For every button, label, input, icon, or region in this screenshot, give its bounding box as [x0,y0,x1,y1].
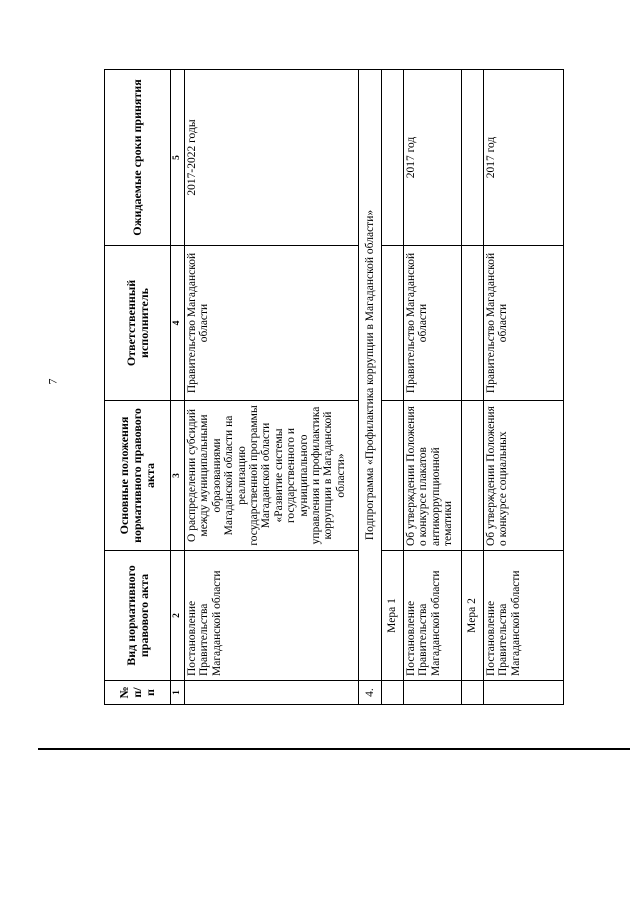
act-content: О распределении субсидий между муниципальными образованиями Магаданской области на реализацию государственной программы Магаданской области «Развитие системы государственного и муниципального управления и профилактика коррупции в Магаданской области» [185,401,359,551]
legal-acts-table [104,69,564,705]
empty-cell [382,681,404,705]
header-number: № п/п [105,681,171,705]
empty-cell [462,70,484,246]
act-type: Постановление Правительства Магаданской области [484,551,564,681]
deadline: 2017 год [484,70,564,246]
measure-row [382,70,404,705]
measure-label: Мера 2 [462,551,484,681]
empty-cell [382,246,404,401]
subprogram-title: Подпрограмма «Профилактика коррупции в Магаданской области» [359,70,382,681]
header-executor: Ответственный исполнитель [105,246,171,401]
column-number: 5 [171,70,185,246]
empty-cell [382,401,404,551]
subprogram-number: 4. [359,681,382,705]
empty-cell [462,681,484,705]
table-header-row [105,70,171,705]
empty-cell [484,681,564,705]
empty-cell [404,681,462,705]
deadline: 2017 год [404,70,462,246]
empty-cell [462,246,484,401]
column-number: 1 [171,681,185,705]
column-numbers-row [171,70,185,705]
executor: Правительство Магаданской области [185,246,359,401]
column-number: 3 [171,401,185,551]
table-row [404,70,462,705]
table-row [185,70,359,705]
executor: Правительство Магаданской области [484,246,564,401]
deadline: 2017-2022 годы [185,70,359,246]
column-number: 4 [171,246,185,401]
measure-row [462,70,484,705]
header-act-content: Основные положения нормативного правового акта [105,401,171,551]
column-number: 2 [171,551,185,681]
subprogram-row [359,70,382,705]
act-content: Об утверждении Положения о конкурсе плакатов антикоррупционной тематики [404,401,462,551]
act-type: Постановление Правительства Магаданской области [185,551,359,681]
empty-cell [382,70,404,246]
measure-label: Мера 1 [382,551,404,681]
row-number [185,681,359,705]
page-number: 7 [45,378,60,385]
header-act-type: Вид нормативного правового акта [105,551,171,681]
empty-cell [462,401,484,551]
executor: Правительство Магаданской области [404,246,462,401]
rotated-table-container [104,70,551,705]
header-deadline: Ожидаемые сроки принятия [105,70,171,246]
act-type: Постановление Правительства Магаданской области [404,551,462,681]
horizontal-rule [38,748,630,750]
table-row [484,70,564,705]
act-content: Об утверждении Положения о конкурсе социальных [484,401,564,551]
